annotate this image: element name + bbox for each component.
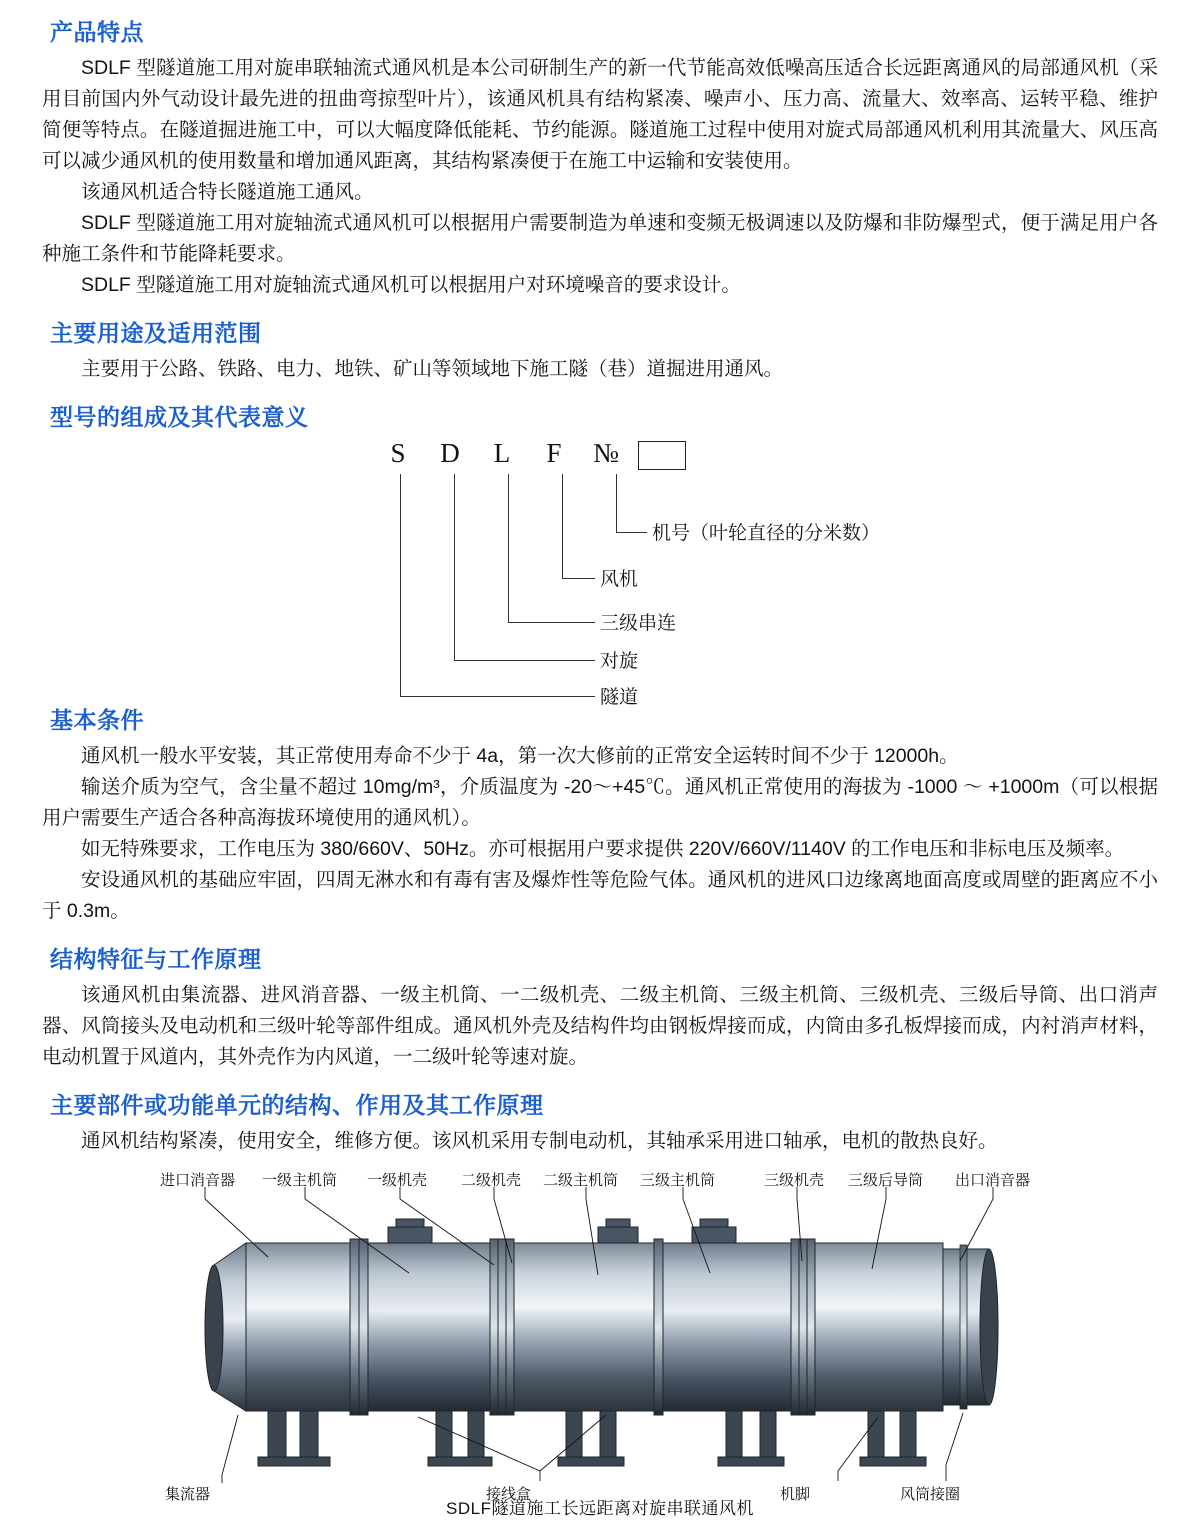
fig-label-outlet-silencer: 出口消音器	[955, 1172, 1031, 1189]
model-number-box	[638, 441, 686, 470]
fig-label-stage1-casing: 一级机壳	[367, 1172, 428, 1189]
paragraph: 该通风机由集流器、进风消音器、一级主机筒、一二级机壳、二级主机筒、三级主机筒、三级机壳、三级后导筒、出口消声器、风筒接头及电动机和三级叶轮等部件组成。通风机外壳及结构件均由钢板焊接而成，内筒由多孔板焊接而成，内衬消声材料，电动机置于风道内，其外壳作为内风道，一二级叶轮等速对旋。	[42, 984, 1158, 1068]
section-title-basic-conditions: 基本条件	[50, 707, 144, 733]
paragraph: SDLF 型隧道施工用对旋轴流式通风机可以根据用户需要制造为单速和变频无极调速以及防爆和非防爆型式，便于满足用户各种施工条件和节能降耗要求。	[42, 212, 1158, 265]
model-letter: L	[493, 438, 511, 468]
model-code-letters	[372, 438, 686, 470]
fig-label-stage2-casing: 二级机壳	[461, 1172, 522, 1189]
fig-label-collector: 集流器	[165, 1486, 211, 1503]
fig-label-stage3-barrel: 三级主机筒	[640, 1172, 716, 1189]
paragraph: SDLF 型隧道施工用对旋轴流式通风机可以根据用户对环境噪音的要求设计。	[81, 274, 741, 296]
model-letter: D	[440, 438, 460, 468]
section-title-main-components: 主要部件或功能单元的结构、作用及其工作原理	[50, 1092, 544, 1118]
model-code-diagram	[42, 438, 1158, 708]
fig-label-duct-ring: 风筒接圈	[900, 1486, 961, 1503]
leader-line-1	[616, 474, 647, 533]
paragraph: 如无特殊要求，工作电压为 380/660V、50Hz。亦可根据用户要求提供 220V/660V/1140V 的工作电压和非标电压及频率。	[81, 838, 1125, 860]
section-title-model-code: 型号的组成及其代表意义	[50, 404, 309, 430]
leader-label-counter-rotating: 对旋	[600, 651, 639, 672]
fig-label-stage1-barrel: 一级主机筒	[262, 1172, 338, 1189]
product-figure	[0, 1165, 1200, 1525]
fig-label-junction-box: 接线盒	[486, 1486, 532, 1503]
section-title-structure-principle: 结构特征与工作原理	[50, 946, 262, 972]
model-letter: F	[546, 438, 562, 468]
leader-label-model-number: 机号（叶轮直径的分米数）	[652, 523, 881, 544]
fan-illustration	[0, 1165, 1200, 1525]
section-title-product-features: 产品特点	[50, 19, 144, 45]
paragraph: 输送介质为空气，含尘量不超过 10mg/m³，介质温度为 -20～+45℃。通风机正常使用的海拔为 -1000 ～ +1000m（可以根据用户需要生产适合各种高海拔环境使用的通风机）。	[42, 776, 1158, 829]
figure-caption: SDLF隧道施工长远距离对旋串联通风机	[446, 1499, 754, 1518]
paragraph: 通风机结构紧凑，使用安全，维修方便。该风机采用专制电动机，其轴承采用进口轴承，电机的散热良好。	[81, 1130, 998, 1152]
leader-label-tunnel: 隧道	[600, 687, 639, 708]
fig-label-stage2-barrel: 二级主机筒	[543, 1172, 619, 1189]
model-letter: S	[390, 438, 406, 468]
model-letter: №	[593, 438, 619, 468]
paragraph: 该通风机适合特长隧道施工通风。	[81, 181, 374, 203]
paragraph: 安设通风机的基础应牢固，四周无淋水和有毒有害及爆炸性等危险气体。通风机的进风口边缘离地面高度或周壁的距离应不小于 0.3m。	[42, 869, 1158, 922]
fig-label-inlet-silencer: 进口消音器	[160, 1172, 236, 1189]
leader-label-three-stage: 三级串连	[600, 613, 677, 634]
paragraph: 通风机一般水平安装，其正常使用寿命不少于 4a，第一次大修前的正常安全运转时间不少于 12000h。	[81, 745, 959, 767]
paragraph: SDLF 型隧道施工用对旋串联轴流式通风机是本公司研制生产的新一代节能高效低噪高压适合长远距离通风的局部通风机（采用目前国内外气动设计最先进的扭曲弯掠型叶片），该通风机具有结构紧凑、噪声小、压力高、流量大、效率高、运转平稳、维护简便等特点。在隧道掘进施工中，可以大幅度降低能耗、节约能源。隧道施工过程中使用对旋式局部通风机利用其流量大、风压高可以减少通风机的使用数量和增加通风距离，其结构紧凑便于在施工中运输和安装使用。	[42, 57, 1158, 172]
fig-label-stage3-casing: 三级机壳	[764, 1172, 825, 1189]
leader-label-fan: 风机	[600, 569, 639, 590]
fig-label-stage3-rear-guide: 三级后导筒	[848, 1172, 924, 1189]
leader-line-5	[400, 474, 595, 697]
fig-label-machine-foot: 机脚	[780, 1486, 811, 1503]
section-title-applications: 主要用途及适用范围	[50, 320, 262, 346]
paragraph: 主要用于公路、铁路、电力、地铁、矿山等领域地下施工隧（巷）道掘进用通风。	[81, 358, 784, 380]
